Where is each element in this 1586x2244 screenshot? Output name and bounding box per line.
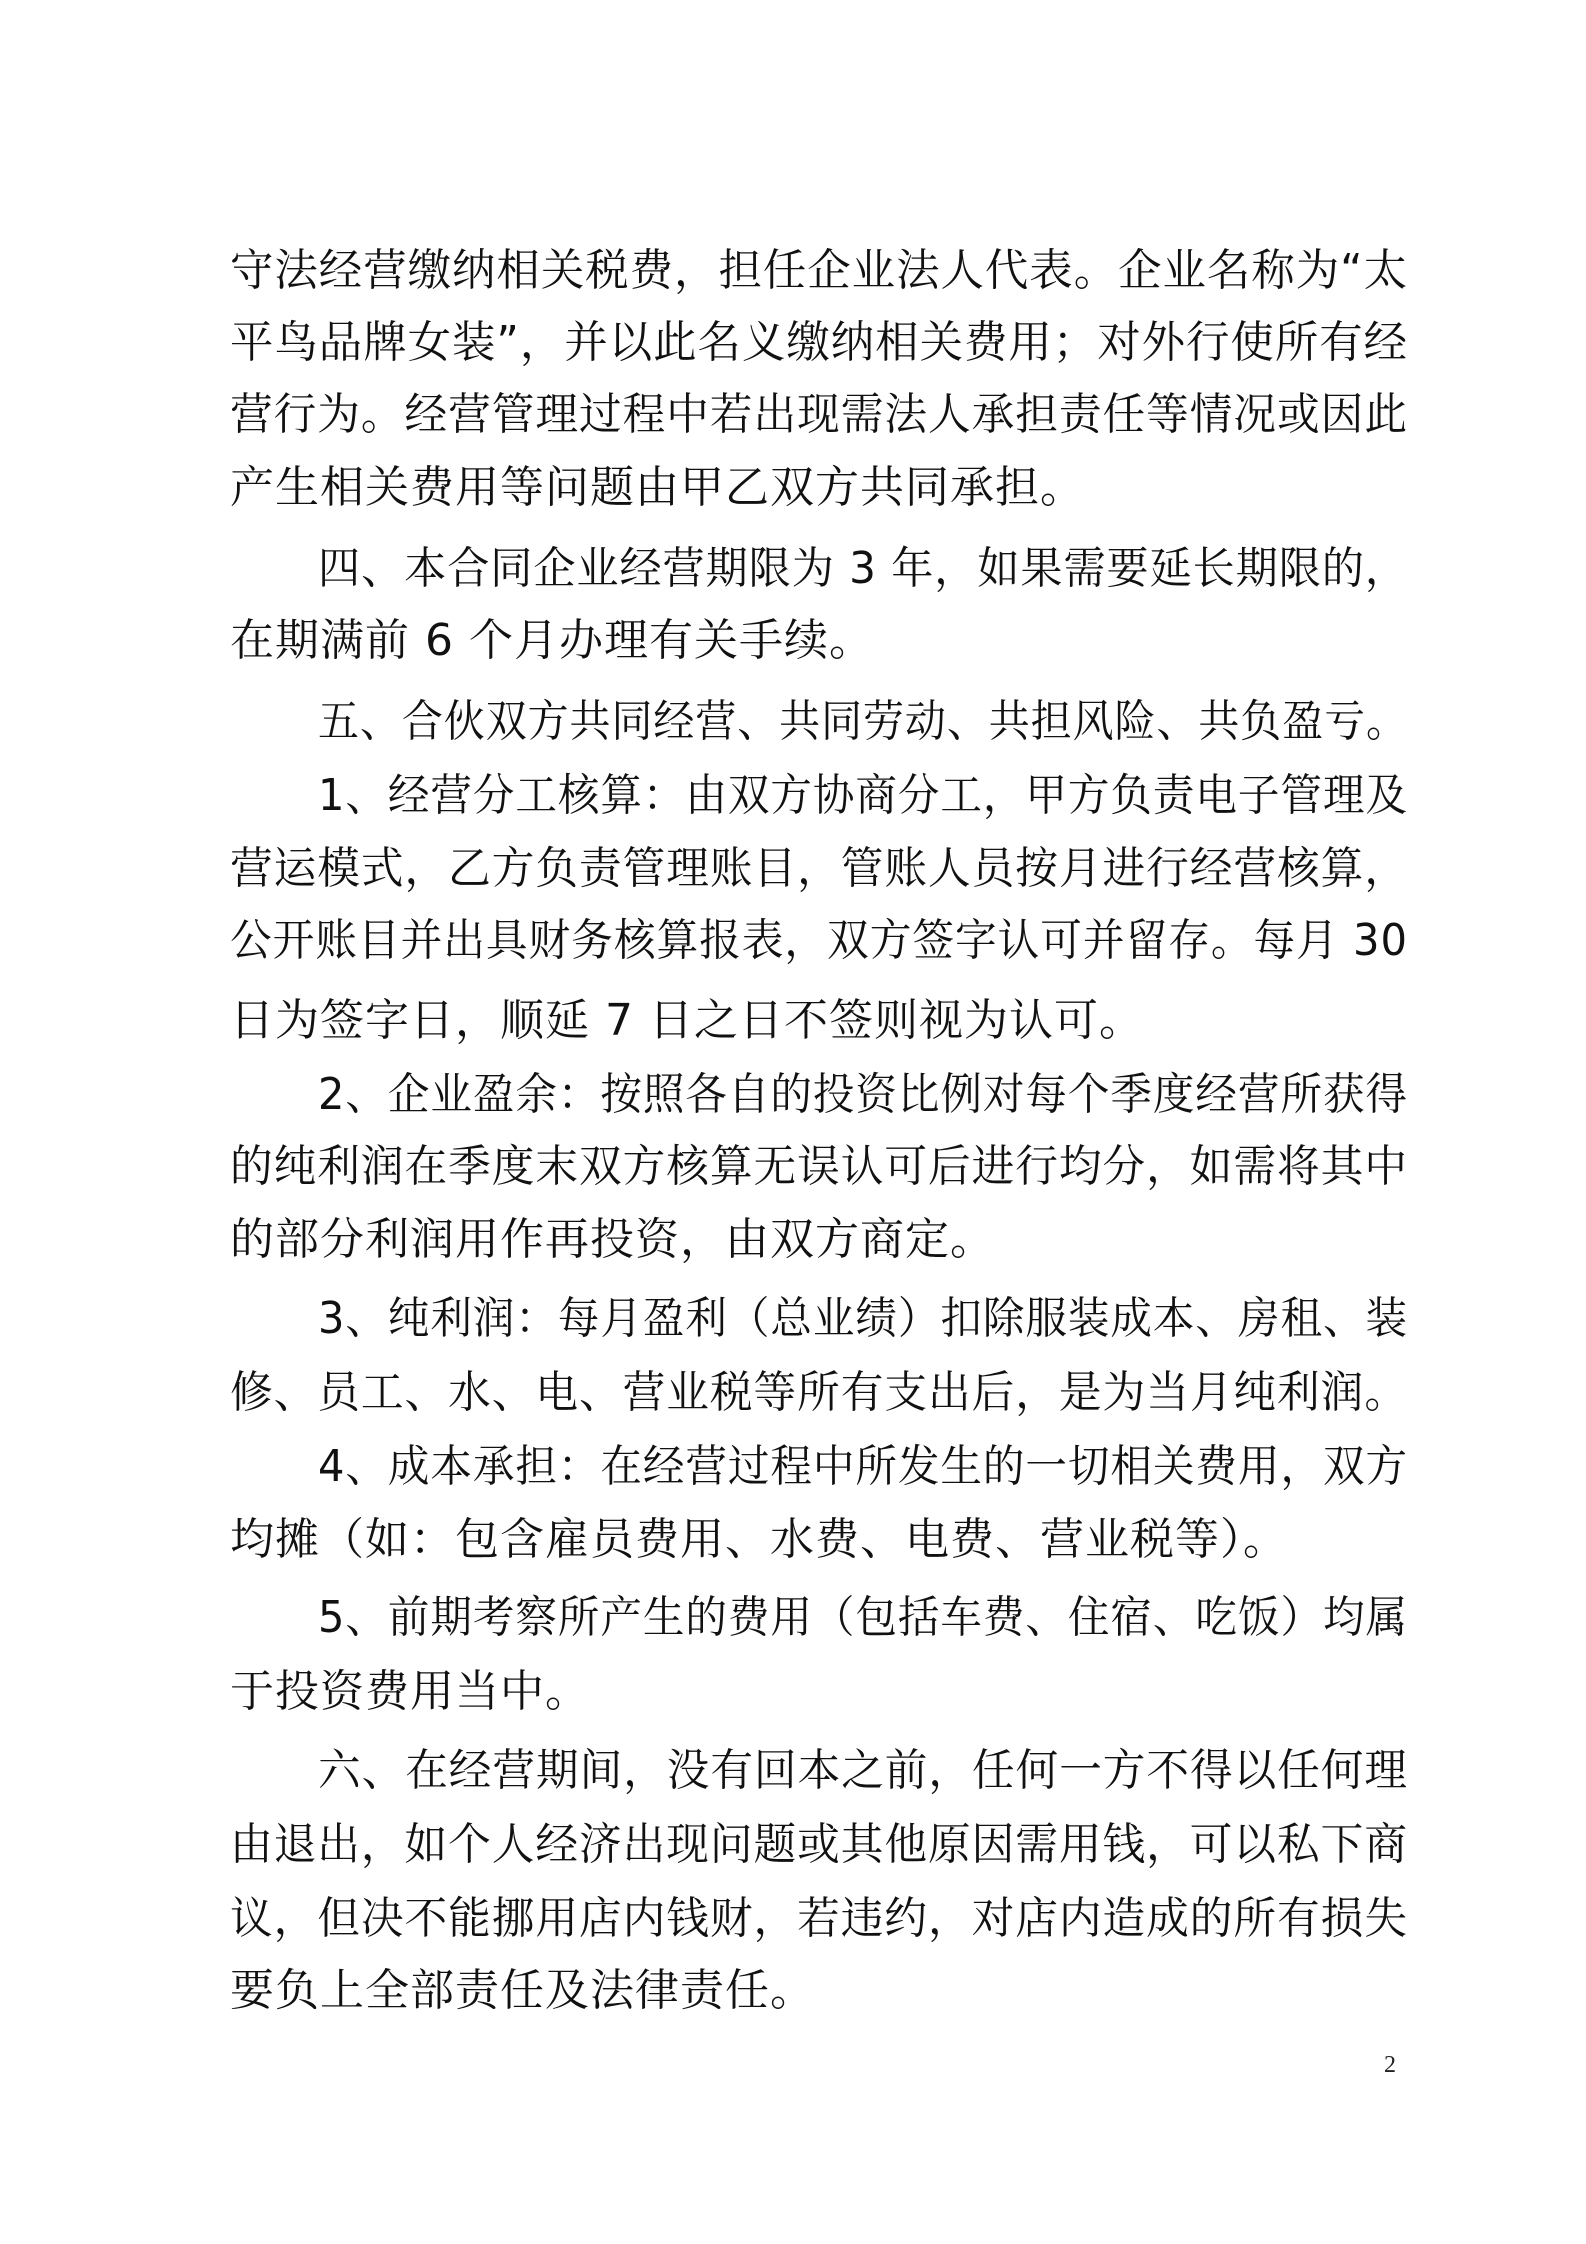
text-line	[0, 1954, 1586, 2028]
text-line	[0, 1581, 1586, 1655]
text-line	[0, 1430, 1586, 1504]
line-text: 营运模式，乙方负责管理账目，管账人员按月进行经营核算，	[230, 843, 1408, 894]
text-line	[0, 685, 1586, 759]
line-text: 4、成本承担：在经营过程中所发生的一切相关费用，双方	[318, 1441, 1408, 1492]
text-line	[0, 451, 1586, 525]
text-line	[0, 1282, 1586, 1356]
text-line	[0, 306, 1586, 380]
text-line	[0, 532, 1586, 606]
text-line	[0, 1655, 1586, 1729]
line-text: 在期满前 6 个月办理有关手续。	[230, 615, 874, 666]
page-number: 2	[1384, 2052, 1396, 2078]
text-line	[0, 984, 1586, 1058]
line-text: 产生相关费用等问题由甲乙双方共同承担。	[230, 462, 1085, 513]
line-text: 五、合伙双方共同经营、共同劳动、共担风险、共负盈亏。	[318, 696, 1408, 747]
line-text: 平鸟品牌女装”，并以此名义缴纳相关费用；对外行使所有经	[230, 317, 1409, 368]
text-line	[0, 904, 1586, 978]
text-line	[0, 1130, 1586, 1204]
text-line	[0, 1058, 1586, 1132]
text-line	[0, 1356, 1586, 1430]
text-line	[0, 1203, 1586, 1277]
text-line	[0, 832, 1586, 906]
line-text: 守法经营缴纳相关税费，担任企业法人代表。企业名称为“太	[230, 245, 1409, 296]
text-line	[0, 234, 1586, 308]
line-text: 的部分利润用作再投资，由双方商定。	[230, 1214, 995, 1265]
line-text: 日为签字日，顺延 7 日之日不签则视为认可。	[230, 995, 1144, 1046]
line-text: 5、前期考察所产生的费用（包括车费、住宿、吃饭）均属	[318, 1592, 1408, 1643]
line-text: 六、在经营期间，没有回本之前，任何一方不得以任何理	[318, 1745, 1409, 1796]
line-text: 公开账目并出具财务核算报表，双方签字认可并留存。每月 30	[230, 915, 1408, 966]
line-text: 四、本合同企业经营期限为 3 年，如果需要延长期限的，	[318, 543, 1408, 594]
line-text: 的纯利润在季度末双方核算无误认可后进行均分，如需将其中	[230, 1141, 1408, 1192]
text-line	[0, 1503, 1586, 1577]
line-text: 2、企业盈余：按照各自的投资比例对每个季度经营所获得	[318, 1069, 1408, 1120]
line-text: 修、员工、水、电、营业税等所有支出后，是为当月纯利润。	[230, 1367, 1408, 1418]
text-line	[0, 1808, 1586, 1882]
line-text: 3、纯利润：每月盈利（总业绩）扣除服装成本、房租、装	[318, 1293, 1408, 1344]
text-line	[0, 1882, 1586, 1956]
line-text: 于投资费用当中。	[230, 1666, 590, 1717]
line-text: 1、经营分工核算：由双方协商分工，甲方负责电子管理及	[318, 770, 1408, 821]
line-text: 由退出，如个人经济出现问题或其他原因需用钱，可以私下商	[230, 1819, 1408, 1870]
text-line	[0, 604, 1586, 678]
text-line	[0, 378, 1586, 452]
text-line	[0, 1734, 1586, 1808]
line-text: 营行为。经营管理过程中若出现需法人承担责任等情况或因此	[230, 389, 1408, 440]
line-text: 均摊（如：包含雇员费用、水费、电费、营业税等）。	[230, 1514, 1288, 1565]
line-text: 要负上全部责任及法律责任。	[230, 1965, 815, 2016]
line-text: 议，但决不能挪用店内钱财，若违约，对店内造成的所有损失	[230, 1893, 1408, 1944]
text-line	[0, 759, 1586, 833]
